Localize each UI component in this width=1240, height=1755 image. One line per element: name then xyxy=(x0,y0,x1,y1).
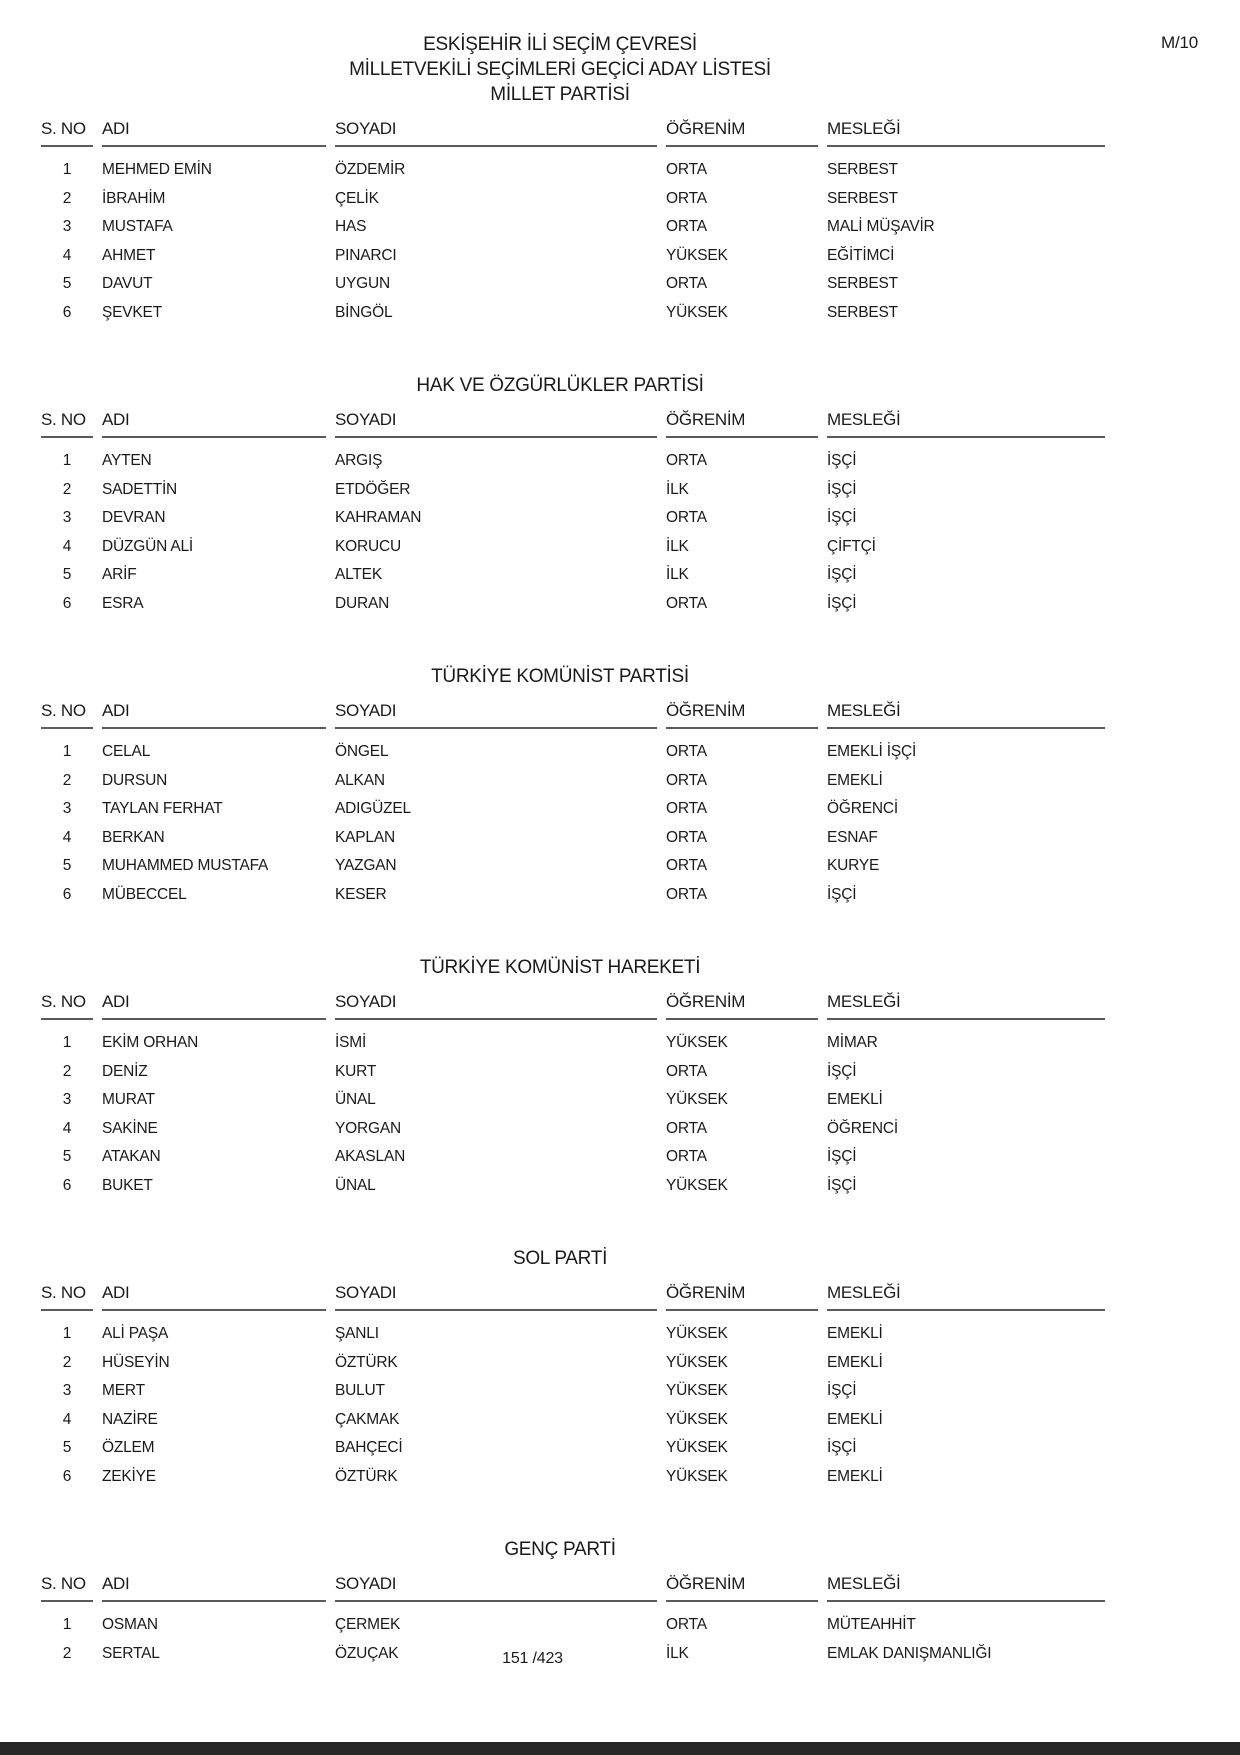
cell-soyadi: BULUT xyxy=(335,1382,385,1400)
cell-soyadi: PINARCI xyxy=(335,246,397,264)
cell-adi: TAYLAN FERHAT xyxy=(102,800,223,818)
column-header-row xyxy=(41,988,1105,1020)
cell-sno: 2 xyxy=(62,771,72,789)
cell-soyadi: ARGIŞ xyxy=(335,452,383,470)
column-header-row xyxy=(41,697,1105,729)
cell-ogrenim: İLK xyxy=(666,480,689,498)
cell-soyadi: BAHÇECİ xyxy=(335,1439,403,1457)
cell-adi: MEHMED EMİN xyxy=(102,161,212,179)
cell-soyadi: UYGUN xyxy=(335,275,390,293)
cell-meslegi: İŞÇİ xyxy=(827,480,857,498)
cell-adi: SERTAL xyxy=(102,1644,160,1662)
cell-ogrenim: ORTA xyxy=(666,218,707,236)
cell-sno: 6 xyxy=(62,1467,72,1485)
cell-ogrenim: ORTA xyxy=(666,885,707,903)
cell-adi: DEVRAN xyxy=(102,509,166,527)
party-section xyxy=(0,327,1240,618)
cell-ogrenim: ORTA xyxy=(666,771,707,789)
cell-meslegi: SERBEST xyxy=(827,275,898,293)
cell-soyadi: ÖZUÇAK xyxy=(335,1644,399,1662)
party-section xyxy=(0,82,1240,327)
column-header-ogrenim: ÖĞRENİM xyxy=(666,115,818,147)
cell-meslegi: SERBEST xyxy=(827,189,898,207)
cell-sno: 1 xyxy=(62,452,72,470)
cell-soyadi: YAZGAN xyxy=(335,857,397,875)
cell-meslegi: ESNAF xyxy=(827,828,878,846)
party-title: MİLLET PARTİSİ xyxy=(490,84,630,105)
cell-meslegi: MİMAR xyxy=(827,1034,878,1052)
cell-meslegi: İŞÇİ xyxy=(827,509,857,527)
cell-meslegi: İŞÇİ xyxy=(827,1439,857,1457)
column-header-adi: ADI xyxy=(102,406,326,438)
candidate-row xyxy=(41,1058,1105,1087)
cell-ogrenim: ORTA xyxy=(666,452,707,470)
cell-adi: DENİZ xyxy=(102,1062,148,1080)
cell-soyadi: KORUCU xyxy=(335,537,401,555)
cell-ogrenim: YÜKSEK xyxy=(666,1034,728,1052)
column-header-sno: S. NO xyxy=(41,1570,93,1602)
cell-meslegi: EMEKLİ xyxy=(827,1467,883,1485)
candidate-row xyxy=(41,242,1105,271)
candidate-row xyxy=(41,504,1105,533)
party-title: HAK VE ÖZGÜRLÜKLER PARTİSİ xyxy=(416,375,704,396)
cell-adi: MERT xyxy=(102,1382,145,1400)
cell-adi: ATAKAN xyxy=(102,1148,161,1166)
cell-sno: 3 xyxy=(62,509,72,527)
party-title: SOL PARTİ xyxy=(512,1248,608,1269)
cell-sno: 1 xyxy=(62,1325,72,1343)
column-header-row xyxy=(41,1279,1105,1311)
cell-sno: 4 xyxy=(62,828,72,846)
cell-sno: 4 xyxy=(62,1119,72,1137)
document-title-line1: ESKİŞEHİR İLİ SEÇİM ÇEVRESİ xyxy=(423,34,697,55)
cell-meslegi: İŞÇİ xyxy=(827,1062,857,1080)
party-title: GENÇ PARTİ xyxy=(504,1539,616,1560)
cell-meslegi: ÖĞRENCİ xyxy=(827,1119,898,1137)
cell-adi: ŞEVKET xyxy=(102,303,162,321)
cell-ogrenim: YÜKSEK xyxy=(666,246,728,264)
cell-adi: NAZİRE xyxy=(102,1410,158,1428)
cell-sno: 5 xyxy=(62,857,72,875)
column-header-soyadi: SOYADI xyxy=(335,988,657,1020)
cell-ogrenim: ORTA xyxy=(666,743,707,761)
cell-sno: 4 xyxy=(62,537,72,555)
cell-adi: CELAL xyxy=(102,743,151,761)
cell-sno: 2 xyxy=(62,480,72,498)
cell-meslegi: SERBEST xyxy=(827,161,898,179)
cell-sno: 1 xyxy=(62,1034,72,1052)
candidate-row xyxy=(41,729,1105,767)
cell-adi: MURAT xyxy=(102,1091,155,1109)
column-header-row xyxy=(41,115,1105,147)
cell-meslegi: EMEKLİ xyxy=(827,1325,883,1343)
party-title: TÜRKİYE KOMÜNİST PARTİSİ xyxy=(431,666,689,687)
cell-sno: 5 xyxy=(62,275,72,293)
cell-soyadi: ÇAKMAK xyxy=(335,1410,400,1428)
candidate-row xyxy=(41,795,1105,824)
cell-sno: 5 xyxy=(62,1439,72,1457)
cell-soyadi: DURAN xyxy=(335,594,390,612)
cell-soyadi: ALTEK xyxy=(335,566,382,584)
cell-adi: ZEKİYE xyxy=(102,1467,156,1485)
cell-meslegi: MALİ MÜŞAVİR xyxy=(827,218,935,236)
cell-soyadi: ÜNAL xyxy=(335,1091,376,1109)
cell-sno: 5 xyxy=(62,1148,72,1166)
party-section xyxy=(0,618,1240,909)
cell-soyadi: ÖZTÜRK xyxy=(335,1467,398,1485)
cell-adi: DÜZGÜN ALİ xyxy=(102,537,194,555)
cell-meslegi: ÇİFTÇİ xyxy=(827,537,876,555)
cell-ogrenim: ORTA xyxy=(666,594,707,612)
cell-ogrenim: ORTA xyxy=(666,509,707,527)
column-header-sno: S. NO xyxy=(41,1279,93,1311)
cell-soyadi: ÇERMEK xyxy=(335,1616,401,1634)
cell-ogrenim: YÜKSEK xyxy=(666,1325,728,1343)
cell-sno: 1 xyxy=(62,1616,72,1634)
party-title: TÜRKİYE KOMÜNİST HAREKETİ xyxy=(419,957,701,978)
document-title-line2: MİLLETVEKİLİ SEÇİMLERİ GEÇİCİ ADAY LİSTESİ xyxy=(349,59,771,80)
cell-ogrenim: YÜKSEK xyxy=(666,1410,728,1428)
candidate-row xyxy=(41,1172,1105,1201)
candidate-row xyxy=(41,590,1105,619)
cell-meslegi: EMLAK DANIŞMANLIĞI xyxy=(827,1644,992,1662)
cell-sno: 1 xyxy=(62,743,72,761)
cell-sno: 2 xyxy=(62,1062,72,1080)
cell-soyadi: BİNGÖL xyxy=(335,303,393,321)
cell-ogrenim: YÜKSEK xyxy=(666,1382,728,1400)
cell-adi: BUKET xyxy=(102,1176,153,1194)
column-header-meslegi: MESLEĞİ xyxy=(827,1570,1105,1602)
column-header-soyadi: SOYADI xyxy=(335,1570,657,1602)
cell-ogrenim: ORTA xyxy=(666,1062,707,1080)
page-bottom-edge xyxy=(0,1742,1240,1755)
cell-ogrenim: ORTA xyxy=(666,857,707,875)
column-header-soyadi: SOYADI xyxy=(335,697,657,729)
candidate-row xyxy=(41,185,1105,214)
candidate-row xyxy=(41,1602,1105,1640)
cell-soyadi: ÜNAL xyxy=(335,1176,376,1194)
cell-soyadi: ETDÖĞER xyxy=(335,480,411,498)
cell-sno: 6 xyxy=(62,1176,72,1194)
cell-adi: AHMET xyxy=(102,246,156,264)
cell-meslegi: EMEKLİ xyxy=(827,771,883,789)
cell-sno: 3 xyxy=(62,218,72,236)
cell-adi: ÖZLEM xyxy=(102,1439,155,1457)
cell-ogrenim: YÜKSEK xyxy=(666,1091,728,1109)
candidate-row xyxy=(41,1020,1105,1058)
cell-meslegi: EMEKLİ xyxy=(827,1353,883,1371)
cell-ogrenim: ORTA xyxy=(666,275,707,293)
candidate-row xyxy=(41,1311,1105,1349)
party-section xyxy=(0,1491,1240,1668)
column-header-ogrenim: ÖĞRENİM xyxy=(666,697,818,729)
cell-soyadi: ÖZDEMİR xyxy=(335,161,406,179)
cell-soyadi: HAS xyxy=(335,218,367,236)
cell-adi: OSMAN xyxy=(102,1616,158,1634)
cell-ogrenim: YÜKSEK xyxy=(666,1176,728,1194)
column-header-soyadi: SOYADI xyxy=(335,115,657,147)
candidate-row xyxy=(41,881,1105,910)
cell-meslegi: İŞÇİ xyxy=(827,566,857,584)
cell-soyadi: ADIGÜZEL xyxy=(335,800,411,818)
candidate-row xyxy=(41,213,1105,242)
cell-meslegi: İŞÇİ xyxy=(827,1148,857,1166)
cell-adi: DURSUN xyxy=(102,771,168,789)
candidate-row xyxy=(41,1434,1105,1463)
cell-ogrenim: YÜKSEK xyxy=(666,1353,728,1371)
cell-sno: 6 xyxy=(62,303,72,321)
cell-soyadi: ŞANLI xyxy=(335,1325,379,1343)
column-header-ogrenim: ÖĞRENİM xyxy=(666,988,818,1020)
cell-adi: EKİM ORHAN xyxy=(102,1034,199,1052)
cell-sno: 2 xyxy=(62,1353,72,1371)
cell-sno: 3 xyxy=(62,800,72,818)
candidate-row xyxy=(41,147,1105,185)
cell-meslegi: EMEKLİ xyxy=(827,1091,883,1109)
cell-soyadi: KURT xyxy=(335,1062,377,1080)
party-sections xyxy=(0,82,1240,1668)
column-header-meslegi: MESLEĞİ xyxy=(827,115,1105,147)
cell-soyadi: ÇELİK xyxy=(335,189,379,207)
cell-soyadi: KAHRAMAN xyxy=(335,509,422,527)
cell-sno: 4 xyxy=(62,246,72,264)
column-header-ogrenim: ÖĞRENİM xyxy=(666,1279,818,1311)
cell-soyadi: AKASLAN xyxy=(335,1148,406,1166)
cell-ogrenim: ORTA xyxy=(666,828,707,846)
cell-meslegi: KURYE xyxy=(827,857,880,875)
candidate-row xyxy=(41,1115,1105,1144)
candidate-row xyxy=(41,1086,1105,1115)
cell-soyadi: İSMİ xyxy=(335,1034,367,1052)
candidate-row xyxy=(41,1377,1105,1406)
cell-meslegi: MÜTEAHHİT xyxy=(827,1616,916,1634)
cell-sno: 4 xyxy=(62,1410,72,1428)
cell-meslegi: İŞÇİ xyxy=(827,1382,857,1400)
column-header-adi: ADI xyxy=(102,1570,326,1602)
cell-ogrenim: YÜKSEK xyxy=(666,1439,728,1457)
cell-sno: 6 xyxy=(62,594,72,612)
cell-adi: SADETTİN xyxy=(102,480,178,498)
page-code-label: M/10 xyxy=(1161,33,1198,52)
column-header-row xyxy=(41,1570,1105,1602)
cell-ogrenim: İLK xyxy=(666,1644,689,1662)
cell-ogrenim: ORTA xyxy=(666,1119,707,1137)
cell-meslegi: ÖĞRENCİ xyxy=(827,800,898,818)
candidate-table xyxy=(32,988,1114,1200)
candidate-row xyxy=(41,438,1105,476)
column-header-meslegi: MESLEĞİ xyxy=(827,988,1105,1020)
cell-adi: MÜBECCEL xyxy=(102,885,187,903)
cell-adi: ALİ PAŞA xyxy=(102,1325,169,1343)
column-header-meslegi: MESLEĞİ xyxy=(827,406,1105,438)
cell-adi: DAVUT xyxy=(102,275,153,293)
cell-ogrenim: YÜKSEK xyxy=(666,303,728,321)
cell-sno: 5 xyxy=(62,566,72,584)
cell-meslegi: İŞÇİ xyxy=(827,885,857,903)
cell-meslegi: SERBEST xyxy=(827,303,898,321)
cell-adi: SAKİNE xyxy=(102,1119,158,1137)
cell-ogrenim: ORTA xyxy=(666,189,707,207)
cell-ogrenim: ORTA xyxy=(666,800,707,818)
column-header-meslegi: MESLEĞİ xyxy=(827,1279,1105,1311)
candidate-row xyxy=(41,1349,1105,1378)
candidate-row xyxy=(41,533,1105,562)
column-header-meslegi: MESLEĞİ xyxy=(827,697,1105,729)
cell-meslegi: EĞİTİMCİ xyxy=(827,246,895,264)
candidate-row xyxy=(41,299,1105,328)
column-header-adi: ADI xyxy=(102,115,326,147)
cell-ogrenim: ORTA xyxy=(666,161,707,179)
cell-ogrenim: ORTA xyxy=(666,1616,707,1634)
party-section xyxy=(0,909,1240,1200)
column-header-ogrenim: ÖĞRENİM xyxy=(666,406,818,438)
candidate-table xyxy=(32,406,1114,618)
cell-adi: HÜSEYİN xyxy=(102,1353,170,1371)
candidate-row xyxy=(41,767,1105,796)
candidate-row xyxy=(41,824,1105,853)
cell-sno: 2 xyxy=(62,1644,72,1662)
cell-meslegi: EMEKLİ İŞÇİ xyxy=(827,743,917,761)
cell-adi: MUHAMMED MUSTAFA xyxy=(102,857,269,875)
column-header-soyadi: SOYADI xyxy=(335,1279,657,1311)
cell-meslegi: İŞÇİ xyxy=(827,452,857,470)
candidate-table xyxy=(32,115,1114,327)
candidate-row xyxy=(41,1463,1105,1492)
cell-ogrenim: YÜKSEK xyxy=(666,1467,728,1485)
column-header-sno: S. NO xyxy=(41,115,93,147)
cell-adi: MUSTAFA xyxy=(102,218,173,236)
column-header-ogrenim: ÖĞRENİM xyxy=(666,1570,818,1602)
cell-ogrenim: İLK xyxy=(666,566,689,584)
column-header-row xyxy=(41,406,1105,438)
cell-meslegi: İŞÇİ xyxy=(827,1176,857,1194)
cell-adi: ARİF xyxy=(102,566,137,584)
cell-sno: 3 xyxy=(62,1091,72,1109)
candidate-row xyxy=(41,852,1105,881)
cell-adi: AYTEN xyxy=(102,452,152,470)
cell-meslegi: İŞÇİ xyxy=(827,594,857,612)
cell-adi: İBRAHİM xyxy=(102,189,166,207)
candidate-row xyxy=(41,270,1105,299)
column-header-soyadi: SOYADI xyxy=(335,406,657,438)
column-header-sno: S. NO xyxy=(41,697,93,729)
column-header-adi: ADI xyxy=(102,988,326,1020)
cell-sno: 1 xyxy=(62,161,72,179)
candidate-row xyxy=(41,1406,1105,1435)
candidate-table xyxy=(32,697,1114,909)
cell-sno: 3 xyxy=(62,1382,72,1400)
column-header-adi: ADI xyxy=(102,1279,326,1311)
column-header-sno: S. NO xyxy=(41,406,93,438)
candidate-row xyxy=(41,1143,1105,1172)
candidate-row xyxy=(41,561,1105,590)
cell-adi: ESRA xyxy=(102,594,144,612)
candidate-table xyxy=(32,1279,1114,1491)
cell-meslegi: EMEKLİ xyxy=(827,1410,883,1428)
candidate-row xyxy=(41,476,1105,505)
cell-ogrenim: ORTA xyxy=(666,1148,707,1166)
cell-soyadi: ÖNGEL xyxy=(335,743,389,761)
column-header-adi: ADI xyxy=(102,697,326,729)
cell-adi: BERKAN xyxy=(102,828,165,846)
cell-soyadi: KAPLAN xyxy=(335,828,395,846)
party-section xyxy=(0,1200,1240,1491)
column-header-sno: S. NO xyxy=(41,988,93,1020)
cell-sno: 2 xyxy=(62,189,72,207)
cell-soyadi: YORGAN xyxy=(335,1119,401,1137)
document-title-block xyxy=(45,0,1075,82)
page-number: 151 /423 xyxy=(502,1650,563,1667)
cell-soyadi: KESER xyxy=(335,885,387,903)
cell-sno: 6 xyxy=(62,885,72,903)
cell-ogrenim: İLK xyxy=(666,537,689,555)
cell-soyadi: ÖZTÜRK xyxy=(335,1353,398,1371)
cell-soyadi: ALKAN xyxy=(335,771,385,789)
